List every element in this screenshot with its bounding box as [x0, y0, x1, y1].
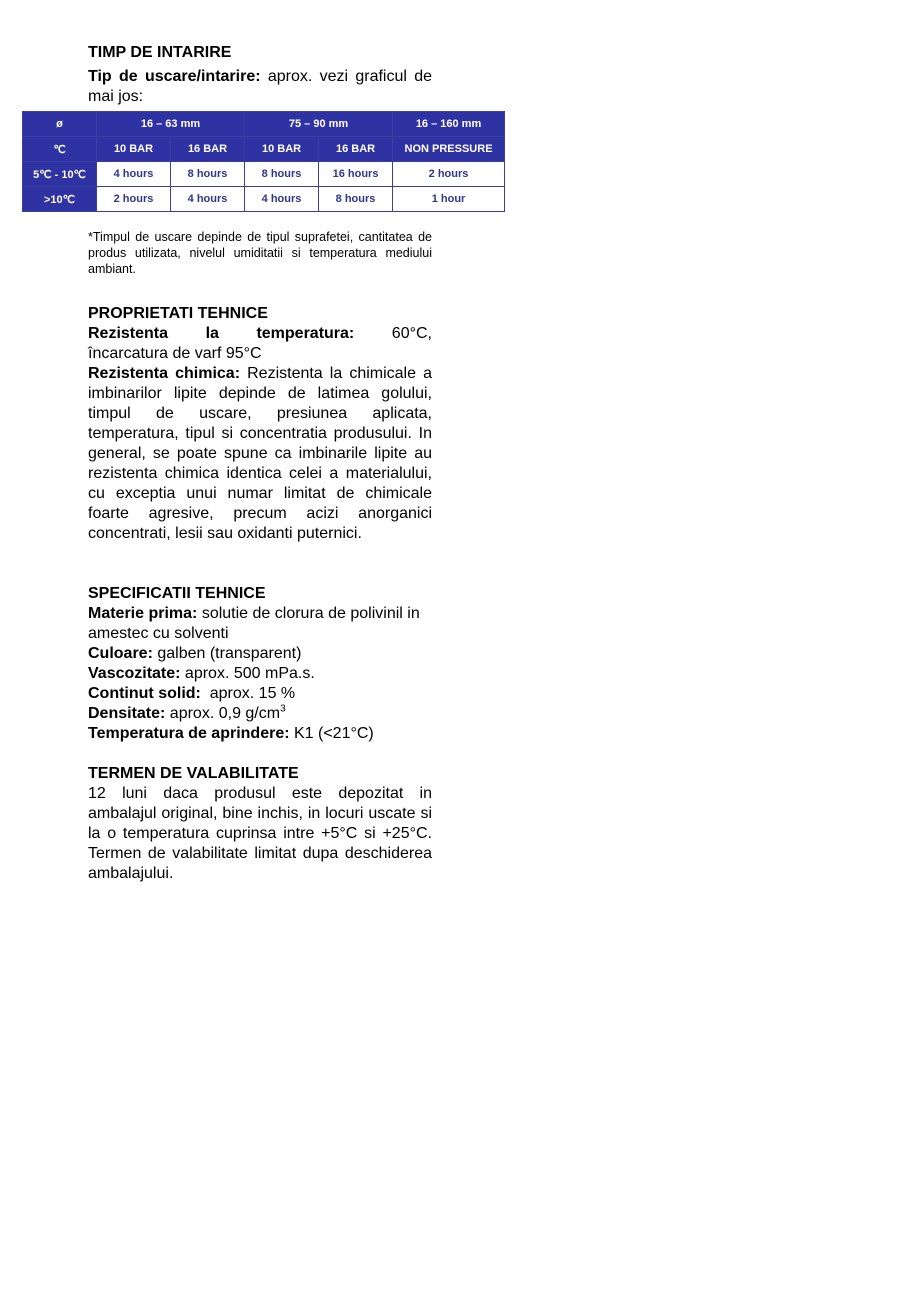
viscosity-line — [88, 664, 432, 684]
value-cell: 16 hours — [319, 162, 393, 187]
table-row — [23, 112, 505, 137]
solid-content-label: Continut solid: — [88, 685, 201, 702]
density-exponent: 3 — [280, 703, 286, 715]
temperature-resistance-label: Rezistenta la temperatura: — [88, 325, 355, 342]
diameter-header-cell: ø — [23, 112, 97, 137]
color-line — [88, 644, 432, 664]
value-cell: 8 hours — [245, 162, 319, 187]
group-header-cell: 75 – 90 mm — [245, 112, 393, 137]
pressure-header-cell: NON PRESSURE — [393, 137, 505, 162]
value-cell: 4 hours — [97, 162, 171, 187]
density-text: aprox. 0,9 g/cm — [165, 705, 281, 722]
curing-section — [88, 43, 432, 107]
chemical-resistance-paragraph — [88, 364, 432, 544]
raw-material-label: Materie prima: — [88, 605, 198, 622]
curing-type-text: aprox. vezi graficul de mai jos: — [88, 68, 433, 105]
pressure-header-cell: 10 BAR — [97, 137, 171, 162]
density-label: Densitate: — [88, 705, 166, 722]
shelf-life-heading: TERMEN DE VALABILITATE — [88, 765, 299, 782]
flash-point-line — [88, 724, 432, 744]
peak-load-line: încarcatura de varf 95°C — [88, 345, 262, 362]
technical-properties-heading: PROPRIETATI TEHNICE — [88, 305, 268, 322]
curing-heading: TIMP DE INTARIRE — [88, 44, 232, 61]
curing-type-paragraph — [88, 67, 432, 107]
pressure-header-cell: 10 BAR — [245, 137, 319, 162]
temperature-resistance-line — [88, 324, 432, 344]
technical-specs-section — [88, 584, 432, 744]
row-label-cell: 5℃ - 10℃ — [23, 162, 97, 187]
value-cell: 4 hours — [245, 187, 319, 212]
shelf-life-text: 12 luni daca produsul este depozitat in ambalajul original, bine inchis, in locuri uscate si la o temperatura cuprinsa intre +5°C si +25°C. Termen de valabilitate limitat dupa deschiderea ambalajului. — [88, 785, 432, 882]
value-cell: 2 hours — [97, 187, 171, 212]
chemical-resistance-text: Rezistenta la chimicale a imbinarilor lipite depinde de latimea golului, timpul de uscare, presiunea aplicata, temperatura, tipul si concentratia produsului. In general, se poate spune ca imbinarile lipite au rezistenta chimica identica celei a materialului, cu exceptia unui numar limitat de chimicale foarte agresive, precum acizi anorganici concentrati, lesii sau oxidanti puternici. — [88, 365, 432, 542]
curing-note: *Timpul de uscare depinde de tipul suprafetei, cantitatea de produs utilizata, nivelul umiditatii si temperatura mediului ambiant. — [88, 230, 432, 276]
density-line — [88, 704, 432, 724]
value-cell: 8 hours — [319, 187, 393, 212]
pressure-header-cell: 16 BAR — [319, 137, 393, 162]
temperature-header-cell: ℃ — [23, 137, 97, 162]
group-header-cell: 16 – 160 mm — [393, 112, 505, 137]
value-cell: 1 hour — [393, 187, 505, 212]
color-label: Culoare: — [88, 645, 153, 662]
row-label-cell: >10℃ — [23, 187, 97, 212]
curing-time-table — [22, 111, 505, 212]
temperature-resistance-value: 60°C, — [354, 325, 433, 342]
flash-point-text: K1 (<21°C) — [289, 725, 374, 742]
pressure-header-cell: 16 BAR — [171, 137, 245, 162]
solid-content-line — [88, 684, 432, 704]
table-row — [23, 187, 505, 212]
color-text: galben (transparent) — [152, 645, 302, 662]
table-row — [23, 162, 505, 187]
raw-material-text: solutie de clorura de polivinil in amestec cu solventi — [88, 605, 420, 642]
solid-content-text: aprox. 15 % — [200, 685, 296, 702]
viscosity-text: aprox. 500 mPa.s. — [180, 665, 315, 682]
technical-properties-section — [88, 304, 432, 544]
curing-type-label: Tip de uscare/intarire: — [88, 68, 261, 85]
viscosity-label: Vascozitate: — [88, 665, 181, 682]
raw-material-line — [88, 604, 432, 644]
technical-specs-heading: SPECIFICATII TEHNICE — [88, 585, 266, 602]
table-row — [23, 137, 505, 162]
value-cell: 8 hours — [171, 162, 245, 187]
group-header-cell: 16 – 63 mm — [97, 112, 245, 137]
shelf-life-section — [88, 764, 432, 884]
value-cell: 2 hours — [393, 162, 505, 187]
value-cell: 4 hours — [171, 187, 245, 212]
flash-point-label: Temperatura de aprindere: — [88, 725, 290, 742]
chemical-resistance-label: Rezistenta chimica: — [88, 365, 241, 382]
